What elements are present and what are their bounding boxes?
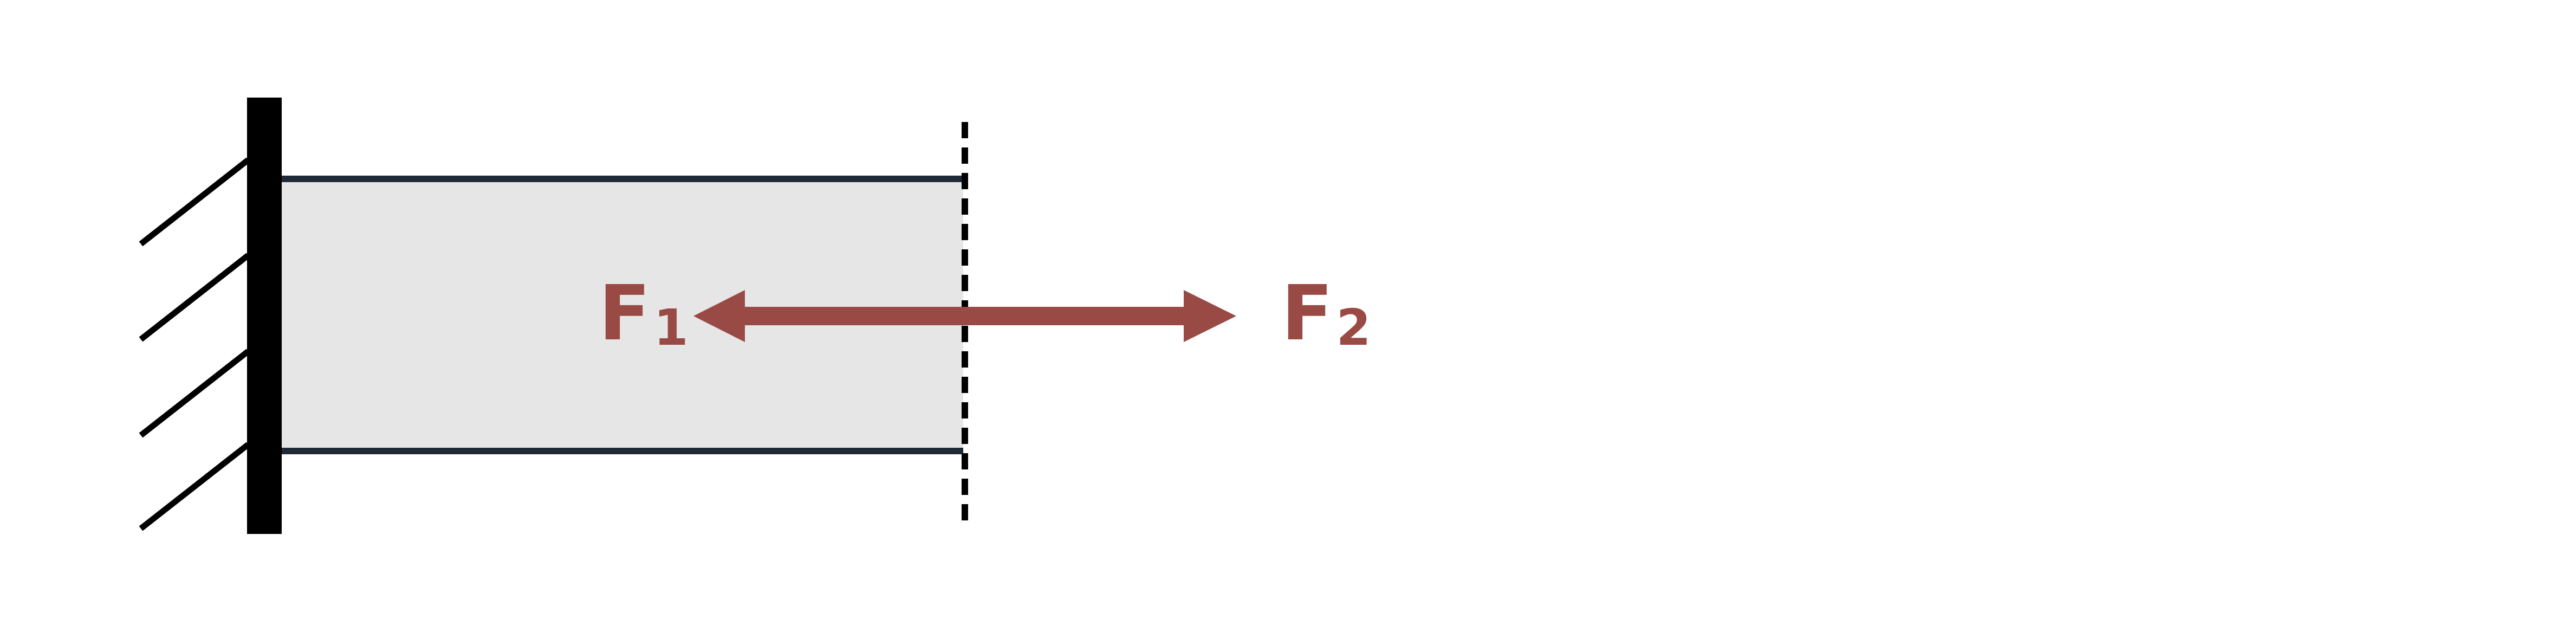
f1-arrow-shaft — [742, 307, 967, 325]
f2-symbol: F — [1281, 269, 1333, 358]
hatch-line — [141, 255, 248, 339]
force-arrow-f2 — [963, 290, 1236, 342]
hatch-line — [141, 351, 248, 435]
fixed-wall — [247, 98, 282, 534]
f2-arrowhead — [1184, 290, 1236, 342]
wall-hatching — [141, 160, 248, 529]
f2-arrow-shaft — [963, 307, 1186, 325]
force-label-f2 — [1281, 269, 1371, 358]
hatch-line — [141, 445, 248, 529]
hatch-line — [141, 160, 248, 244]
f1-symbol: F — [599, 269, 651, 358]
f1-subscript: 1 — [653, 299, 689, 357]
f2-subscript: 2 — [1336, 299, 1371, 357]
